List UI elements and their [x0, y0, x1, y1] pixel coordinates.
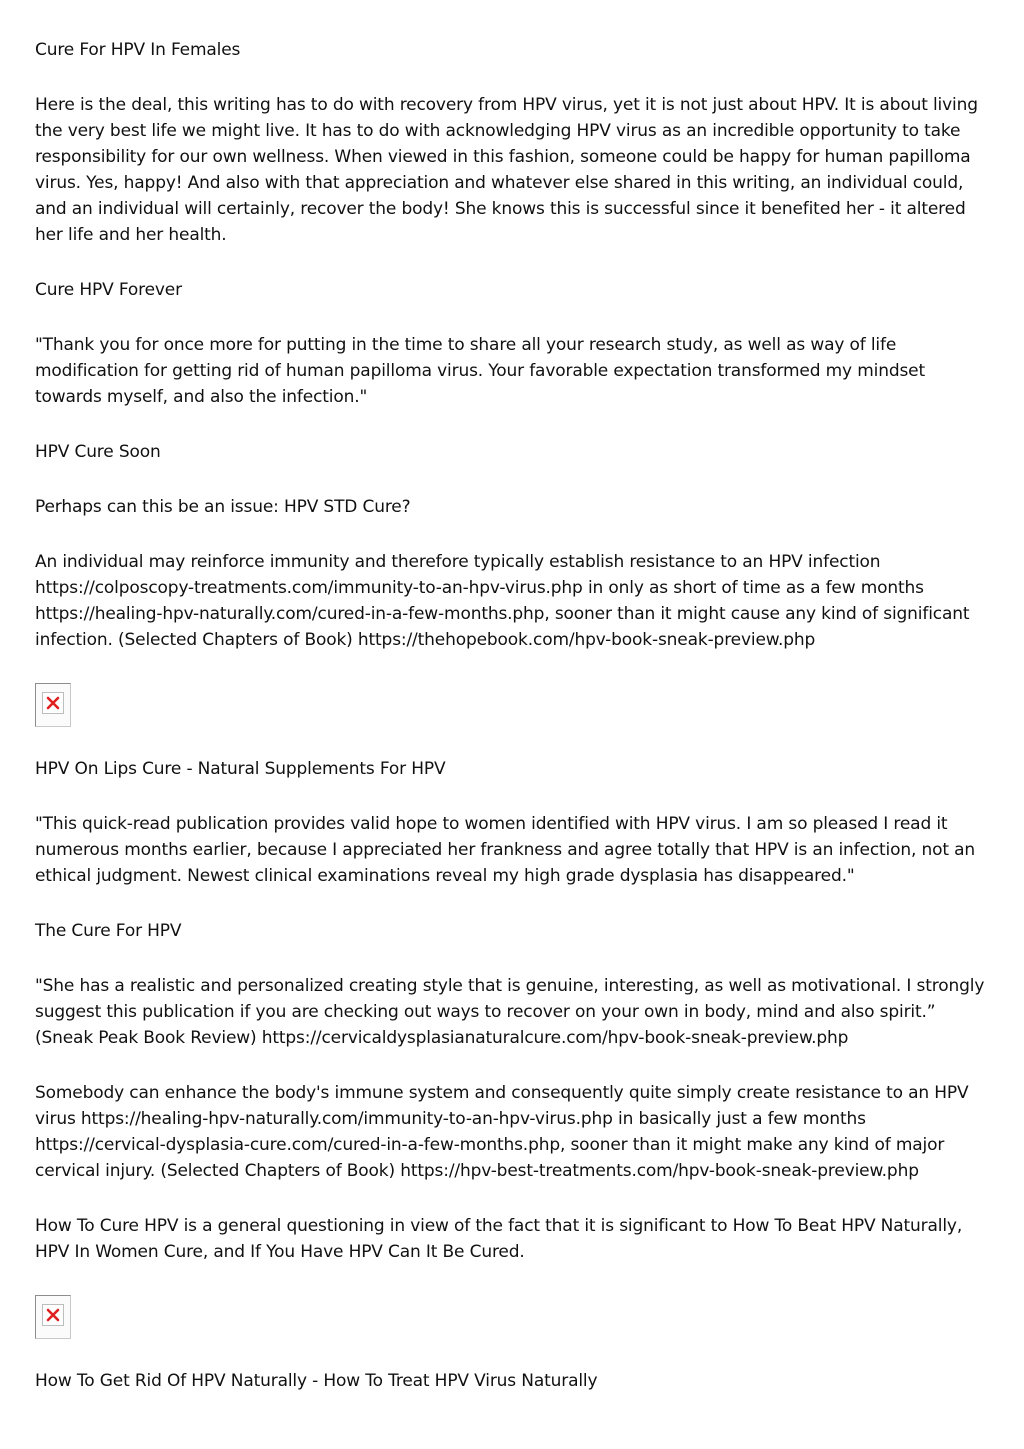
question-line: Perhaps can this be an issue: HPV STD Cure?: [35, 497, 411, 517]
quote-paragraph: "She has a realistic and personalized creating style that is genuine, interesting, as well as motivational. I strongly suggest this publication if you are checking out ways to recover on your own in body, mind and also spirit.” (Sneak Peak Book Review) https://cervicaldysplasianaturalcure.com/hpv-book-sneak-preview.php: [35, 976, 985, 1048]
section-heading: HPV On Lips Cure - Natural Supplements For HPV: [35, 759, 446, 779]
paragraph: Somebody can enhance the body's immune system and consequently quite simply create resistance to an HPV virus https://healing-hpv-naturally.com/immunity-to-an-hpv-virus.php in basically just a few months https://cervical-dysplasia-cure.com/cured-in-a-few-months.php, sooner than it might make any kind of major cervical injury. (Selected Chapters of Book) https://hpv-best-treatments.com/hpv-book-sneak-preview.php: [35, 1083, 969, 1181]
paragraph: Here is the deal, this writing has to do with recovery from HPV virus, yet it is not just about HPV. It is about living the very best life we might live. It has to do with acknowledging HPV virus as an incredible opportunity to take responsibility for our own wellness. When viewed in this fashion, someone could be happy for human papilloma virus. Yes, happy! And also with that appreciation and whatever else shared in this writing, an individual could, and an individual will certainly, recover the body! She knows this is successful since it benefited her - it altered her life and her health.: [35, 95, 978, 245]
document-body: [35, 37, 995, 1394]
quote-paragraph: "This quick-read publication provides valid hope to women identified with HPV virus. I am so pleased I read it numerous months earlier, because I appreciated her frankness and agree totally that HPV is an infection, not an ethical judgment. Newest clinical examinations reveal my high grade dysplasia has disappeared.": [35, 814, 976, 886]
section-heading: Cure HPV Forever: [35, 280, 182, 300]
quote-paragraph: "Thank you for once more for putting in the time to share all your research study, as well as way of life modification for getting rid of human papilloma virus. Your favorable expectation transformed my mindset towards myself, and also the infection.": [35, 335, 925, 407]
broken-image-icon: [35, 1295, 71, 1339]
broken-image-icon: [35, 683, 71, 727]
section-heading: How To Get Rid Of HPV Naturally - How To Treat HPV Virus Naturally: [35, 1371, 598, 1391]
section-heading: HPV Cure Soon: [35, 442, 161, 462]
paragraph: How To Cure HPV is a general questioning in view of the fact that it is significant to How To Beat HPV Naturally, HPV In Women Cure, and If You Have HPV Can It Be Cured.: [35, 1216, 963, 1262]
section-heading: Cure For HPV In Females: [35, 40, 241, 60]
paragraph: An individual may reinforce immunity and therefore typically establish resistance to an HPV infection https://colposcopy-treatments.com/immunity-to-an-hpv-virus.php in only as short of time as a few months https://healing-hpv-naturally.com/cured-in-a-few-months.php, sooner than it might cause any kind of significant infection. (Selected Chapters of Book) https://thehopebook.com/hpv-book-sneak-preview.php: [35, 552, 970, 650]
section-heading: The Cure For HPV: [35, 921, 182, 941]
